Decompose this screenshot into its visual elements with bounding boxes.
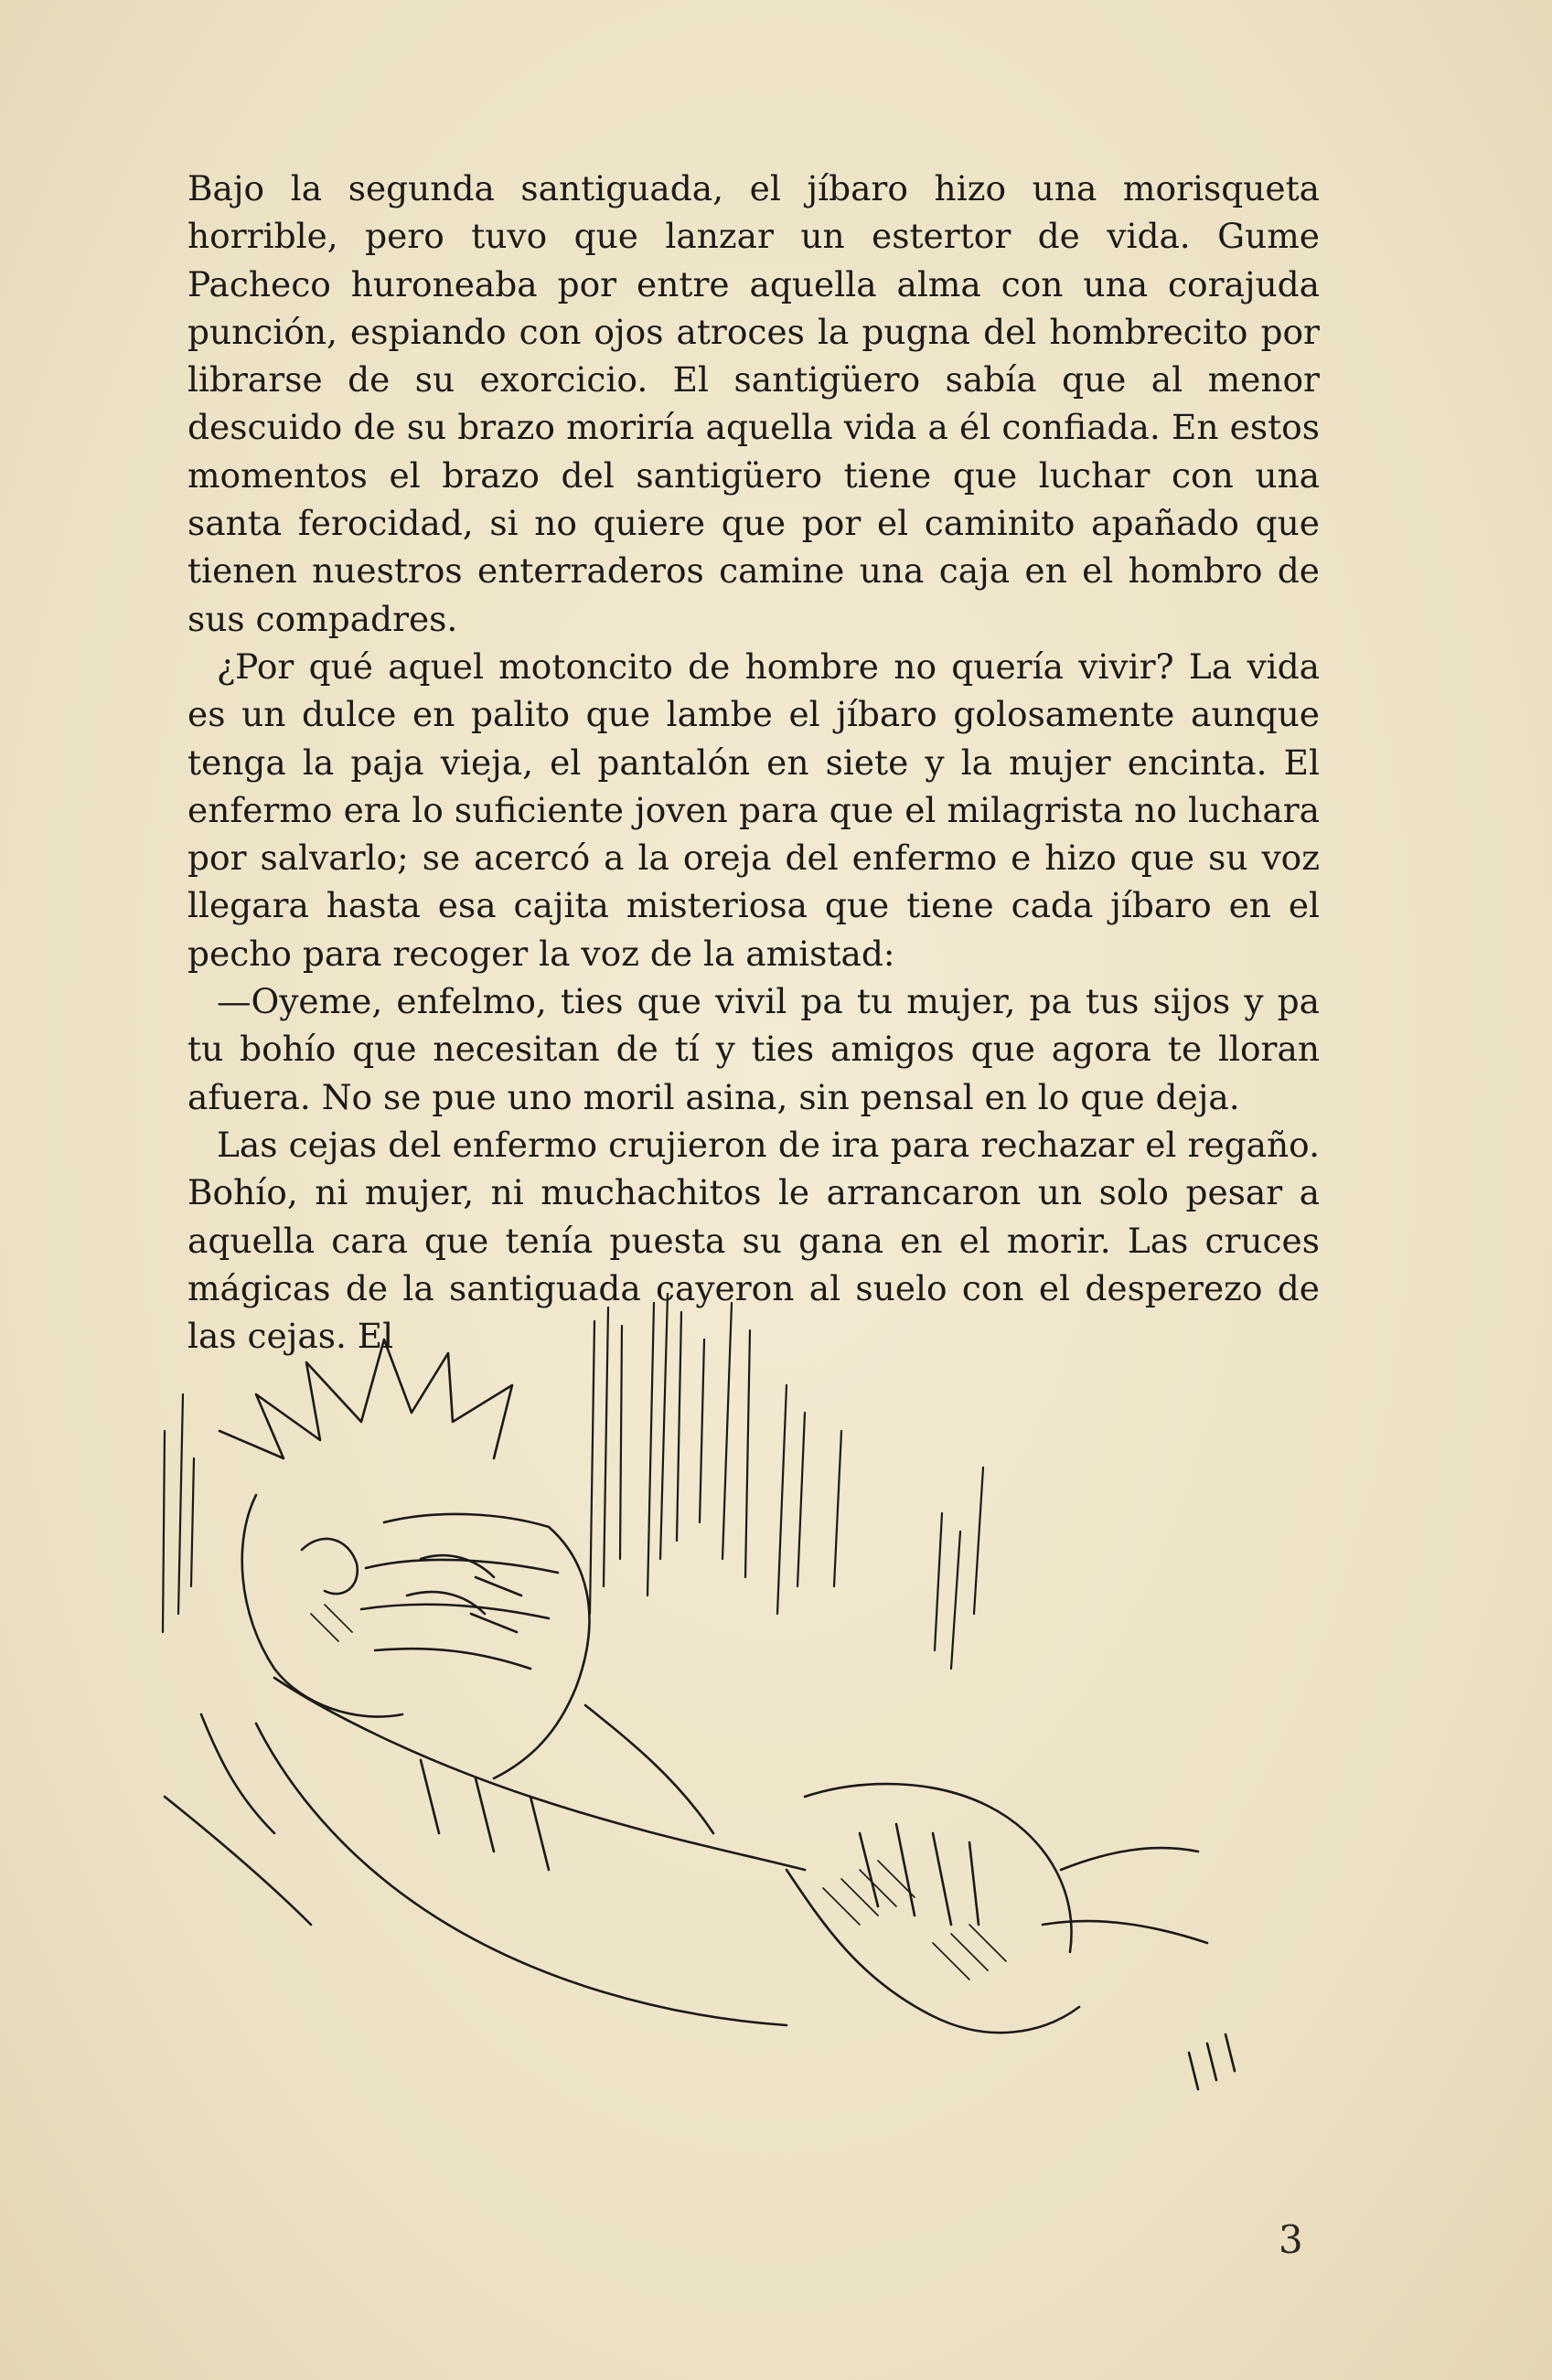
body-text xyxy=(187,165,1320,1360)
page-number: 3 xyxy=(1279,2217,1303,2262)
body-figure xyxy=(165,1678,805,2025)
background-hatching xyxy=(163,1294,983,1669)
paragraph-1: Bajo la segunda santiguada, el jíbaro hizo una morisqueta horrible, pero tuvo que lanzar un estertor de vida. Gume Pacheco huroneaba por entre aquella alma con una corajuda punción, espiando con ojos atroces la pugna del hombrecito por librarse de su exorcicio. El santigüero sabía que al menor descuido de su brazo moriría aquella vida a él confiada. En estos momentos el brazo del santigüero tiene que luchar con una santa ferocidad, si no quiere que por el caminito apañado que tienen nuestros enterraderos camine una caja en el hombro de sus compadres. xyxy=(187,168,1320,639)
ink-illustration xyxy=(146,1285,1335,2144)
head-figure xyxy=(219,1339,512,1717)
hand-over-face xyxy=(361,1514,589,1778)
paragraph-2: ¿Por qué aquel motoncito de hombre no quería vivir? La vida es un dulce en palito que lambe el jíbaro golosamente aunque tenga la paja vieja, el pantalón en siete y la mujer encinta. El enfermo era lo suficiente joven para que el milagrista no luchara por salvarlo; se acercó a la oreja del enfermo e hizo que su voz llegara hasta esa cajita misteriosa que tiene cada jíbaro en el pecho para recoger la voz de la amistad: xyxy=(187,646,1320,974)
cross-hatching xyxy=(311,1605,1006,1980)
paragraph-4: Las cejas del enfermo crujieron de ira para rechazar el regaño. Bohío, ni mujer, ni muchachitos le arrancaron un solo pesar a aquella cara que tenía puesta su gana en el morir. Las cruces mágicas de la santiguada cayeron al suelo con el desperezo de las cejas. El xyxy=(187,1124,1320,1357)
paragraph-3: —Oyeme, enfelmo, ties que vivil pa tu mujer, pa tus sijos y pa tu bohío que necesitan de tí y ties amigos que agora te lloran afuera. No se pue uno moril asina, sin pensal en lo que deja. xyxy=(187,981,1320,1117)
lying-head xyxy=(787,1784,1235,2089)
